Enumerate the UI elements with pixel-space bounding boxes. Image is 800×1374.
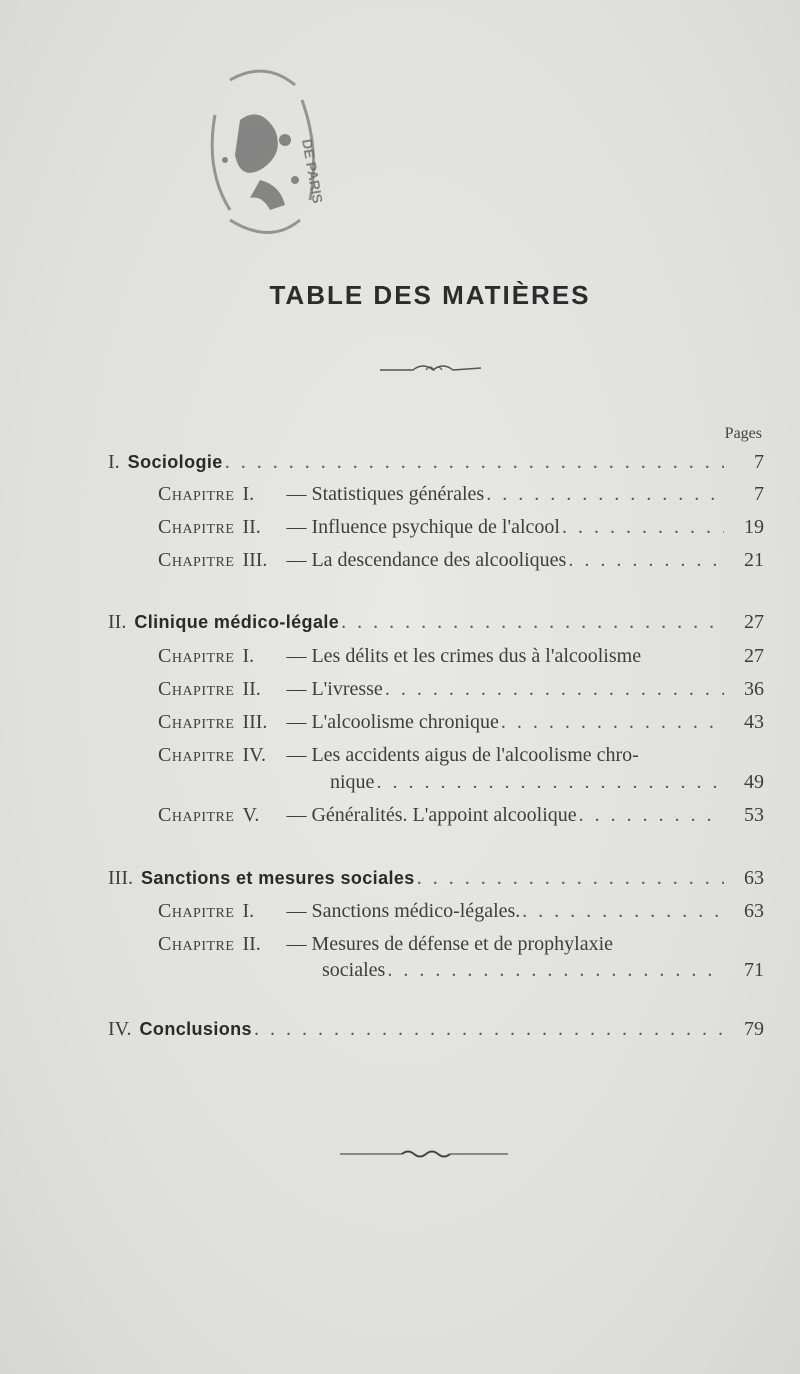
leader-dots bbox=[415, 866, 724, 890]
em-dash: — bbox=[286, 900, 312, 922]
chapter-label: Chapitre bbox=[158, 549, 235, 571]
em-dash: — bbox=[286, 483, 312, 505]
chapter-number: II. bbox=[242, 516, 261, 538]
chapter-title: Généralités. L'appoint alcoolique bbox=[311, 804, 577, 826]
chapter-number: I. bbox=[242, 483, 255, 505]
chapter-title: La descendance des alcooliques bbox=[311, 549, 567, 571]
chapter-number: III. bbox=[242, 549, 268, 571]
chapter-title: L'alcoolisme chronique bbox=[311, 711, 499, 733]
chapter-number: III. bbox=[242, 711, 268, 733]
em-dash: — bbox=[286, 549, 312, 571]
toc-chapter-row[interactable] bbox=[158, 644, 764, 668]
page-number: 27 bbox=[744, 611, 764, 633]
page-number: 63 bbox=[744, 900, 764, 922]
toc-chapter-row[interactable] bbox=[158, 710, 764, 734]
part-title: Sanctions et mesures sociales bbox=[140, 868, 415, 888]
leader-dots bbox=[374, 770, 724, 794]
leader-dots bbox=[566, 548, 724, 572]
em-dash: — bbox=[286, 804, 312, 826]
chapter-title: Les accidents aigus de l'alcoolisme chro- bbox=[311, 744, 639, 766]
toc-chapter-row[interactable] bbox=[158, 803, 764, 827]
chapter-title: Influence psychique de l'alcool bbox=[311, 516, 560, 538]
leader-dots bbox=[223, 450, 724, 474]
page-number: 7 bbox=[754, 451, 764, 473]
leader-dots bbox=[499, 710, 724, 734]
leader-dots bbox=[252, 1017, 724, 1041]
page-number: 49 bbox=[744, 771, 764, 793]
page-number: 63 bbox=[744, 867, 764, 889]
em-dash: — bbox=[286, 678, 312, 700]
chapter-label: Chapitre bbox=[158, 804, 235, 826]
chapter-label: Chapitre bbox=[158, 483, 235, 505]
toc-part-row[interactable] bbox=[108, 1017, 764, 1041]
chapter-number: I. bbox=[242, 900, 255, 922]
svg-text:DE PARIS: DE PARIS bbox=[299, 137, 327, 205]
em-dash: — bbox=[286, 933, 312, 955]
toc-chapter-continuation[interactable] bbox=[322, 958, 764, 982]
part-title: Clinique médico-légale bbox=[134, 612, 340, 632]
pages-column-label: Pages bbox=[724, 425, 762, 442]
part-numeral: I. bbox=[108, 451, 120, 473]
chapter-title: Les délits et les crimes dus à l'alcoolisme bbox=[311, 645, 642, 667]
toc-part-row[interactable] bbox=[108, 450, 764, 474]
page-number: 36 bbox=[744, 678, 764, 700]
page-number: 43 bbox=[744, 711, 764, 733]
chapter-label: Chapitre bbox=[158, 711, 235, 733]
em-dash: — bbox=[286, 744, 312, 766]
chapter-number: II. bbox=[242, 678, 261, 700]
em-dash: — bbox=[286, 711, 312, 733]
page-number: 79 bbox=[744, 1018, 764, 1040]
chapter-title-continuation: nique bbox=[330, 771, 375, 793]
chapter-number: I. bbox=[242, 645, 255, 667]
em-dash: — bbox=[286, 516, 312, 538]
toc-chapter-row[interactable] bbox=[158, 482, 764, 506]
closing-ornament bbox=[340, 1146, 510, 1162]
part-title: Conclusions bbox=[139, 1019, 252, 1039]
toc-chapter-row[interactable] bbox=[158, 515, 764, 539]
part-numeral: III. bbox=[108, 867, 133, 889]
leader-dots bbox=[484, 482, 724, 506]
chapter-number: IV. bbox=[242, 744, 266, 766]
leader-dots bbox=[339, 610, 724, 634]
toc-chapter-row[interactable] bbox=[158, 677, 764, 701]
toc-chapter-row[interactable] bbox=[158, 899, 764, 923]
chapter-label: Chapitre bbox=[158, 678, 235, 700]
leader-dots bbox=[520, 899, 724, 923]
chapter-number: II. bbox=[242, 933, 261, 955]
chapter-title: Sanctions médico-légales. bbox=[311, 900, 521, 922]
toc-part-row[interactable] bbox=[108, 610, 764, 634]
leader-dots bbox=[383, 677, 724, 701]
chapter-title: Mesures de défense et de prophylaxie bbox=[311, 933, 614, 955]
toc-chapter-continuation[interactable] bbox=[322, 770, 764, 794]
library-stamp bbox=[190, 60, 340, 245]
em-dash: — bbox=[286, 645, 312, 667]
page-number: 7 bbox=[754, 483, 764, 505]
page-number: 21 bbox=[744, 549, 764, 571]
chapter-label: Chapitre bbox=[158, 516, 235, 538]
title-ornament bbox=[378, 360, 483, 376]
chapter-title-continuation: sociales bbox=[322, 959, 386, 981]
chapter-label: Chapitre bbox=[158, 933, 235, 955]
part-numeral: II. bbox=[108, 611, 127, 633]
toc-chapter-row[interactable] bbox=[158, 548, 764, 572]
toc-part-row[interactable] bbox=[108, 866, 764, 890]
chapter-number: V. bbox=[242, 804, 260, 826]
page-number: 27 bbox=[744, 645, 764, 667]
page-title: TABLE DES MATIÈRES bbox=[269, 280, 591, 310]
page-number: 53 bbox=[744, 804, 764, 826]
toc-chapter-row[interactable] bbox=[158, 932, 764, 956]
toc-chapter-row[interactable] bbox=[158, 743, 764, 767]
chapter-title: L'ivresse bbox=[311, 678, 383, 700]
leader-dots bbox=[560, 515, 724, 539]
chapter-label: Chapitre bbox=[158, 900, 235, 922]
leader-dots bbox=[577, 803, 724, 827]
page-number: 19 bbox=[744, 516, 764, 538]
chapter-label: Chapitre bbox=[158, 645, 235, 667]
part-title: Sociologie bbox=[127, 452, 223, 472]
part-numeral: IV. bbox=[108, 1018, 132, 1040]
leader-dots bbox=[385, 958, 724, 982]
chapter-label: Chapitre bbox=[158, 744, 235, 766]
chapter-title: Statistiques générales bbox=[311, 483, 485, 505]
page-number: 71 bbox=[744, 959, 764, 981]
